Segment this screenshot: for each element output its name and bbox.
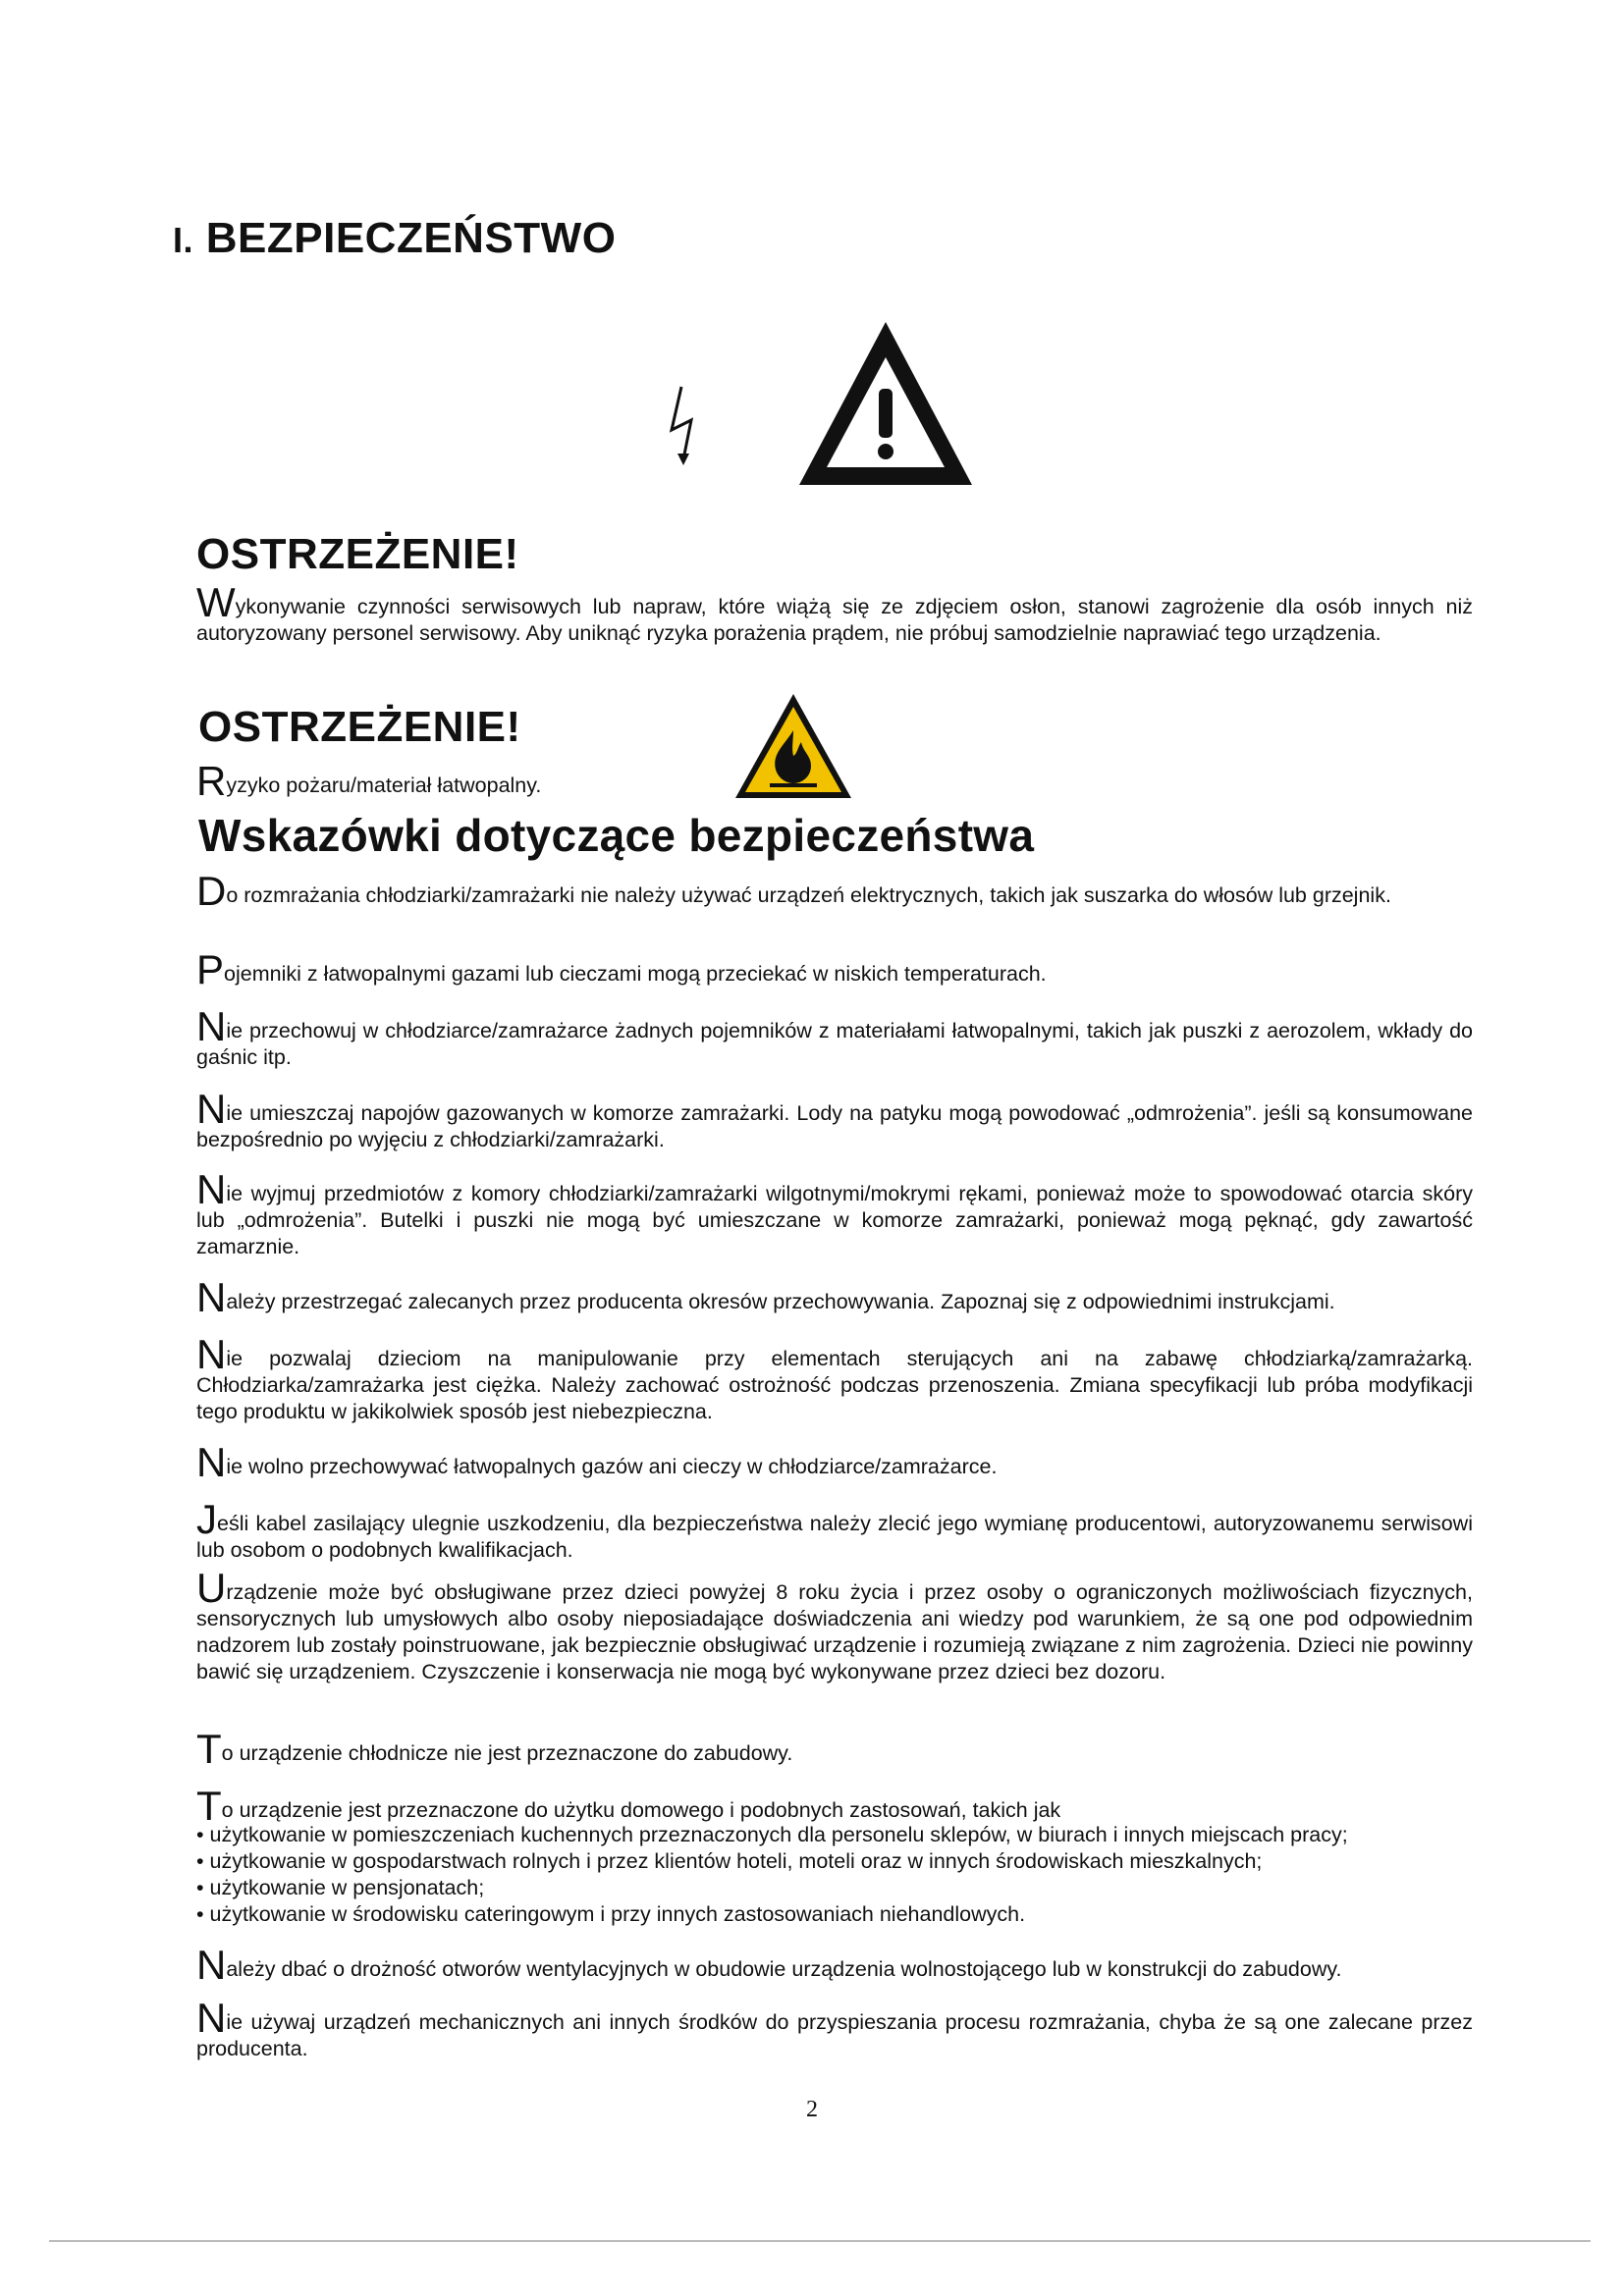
warning-body-2: yzyko pożaru/materiał łatwopalny. [226, 774, 542, 797]
warning-heading-1: OSTRZEŻENIE! [196, 530, 519, 578]
tip-text: rządzenie może być obsługiwane przez dzieci powyżej 8 roku życia i przez osoby o ograniczonych możliwościach fizycznych, sensorycznych lub umysłowych albo osoby nieposiadające doświadczenia ani wiedzy pod warunkiem, że są one pod odpowiednim nadzorem lub zostały poinstruowane, jak bezpiecznie obsługiwać urządzenie i rozumieją związane z nim zagrożenia. Dzieci nie powinny bawić się urządzeniem. Czyszczenie i konserwacja nie mogą być wykonywane przez dzieci bez dozoru. [196, 1580, 1473, 1683]
tip-paragraph [196, 1565, 1473, 1685]
tip-text: o urządzenie jest przeznaczone do użytku domowego i podobnych zastosowań, takich jak [221, 1798, 1061, 1822]
tip-paragraph [196, 1166, 1473, 1260]
drop-cap: U [196, 1565, 227, 1611]
drop-cap: N [196, 1274, 227, 1320]
list-item: • użytkowanie w pomieszczeniach kuchennych przeznaczonych dla personelu sklepów, w biurach i innych miejscach pracy; [196, 1822, 1492, 1848]
bottom-rule [49, 2240, 1591, 2242]
tips-heading: Wskazówki dotyczące bezpieczeństwa [198, 810, 1035, 861]
tip-paragraph [196, 1439, 1473, 1485]
drop-cap: N [196, 1086, 227, 1132]
warning-body-1: ykonywanie czynności serwisowych lub napraw, które wiążą się ze zdjęciem osłon, stanowi zagrożenie dla osób innych niż autoryzowany personel serwisowy. Aby uniknąć ryzyka porażenia prądem, nie próbuj samodzielnie naprawiać tego urządzenia. [196, 595, 1473, 645]
tip-text: ie przechowuj w chłodziarce/zamrażarce żadnych pojemników z materiałami łatwopalnymi, takich jak puszki z aerozolem, wkłady do gaśnic itp. [196, 1019, 1473, 1069]
tip-paragraph [196, 1942, 1473, 1988]
drop-cap: N [196, 1166, 227, 1212]
tip-text: ależy przestrzegać zalecanych przez producenta okresów przechowywania. Zapoznaj się z odpowiednimi instrukcjami. [226, 1290, 1335, 1313]
drop-cap: N [196, 1003, 227, 1049]
section-number: I. [173, 220, 194, 260]
tip-paragraph [196, 1783, 1473, 1829]
page-number: 2 [806, 2097, 818, 2122]
tip-paragraph [196, 1086, 1473, 1153]
tip-paragraph [196, 946, 1473, 992]
section-title [173, 214, 616, 263]
drop-cap: P [196, 946, 225, 992]
usage-list [196, 1822, 1492, 1928]
tip-paragraph [196, 1331, 1473, 1425]
tip-text: ależy dbać o drożność otworów wentylacyjnych w obudowie urządzenia wolnostojącego lub w konstrukcji do zabudowy. [226, 1957, 1342, 1981]
drop-cap: N [196, 1995, 227, 2041]
tip-text: ie wyjmuj przedmiotów z komory chłodziarki/zamrażarki wilgotnymi/mokrymi rękami, ponieważ może to spowodować otarcia skóry lub „odmrożenia”. Butelki i puszki nie mogą być umieszczane w komorze zamrażarki, ponieważ mogą pęknąć, gdy zawartość zamarznie. [196, 1182, 1473, 1258]
list-item: • użytkowanie w środowisku cateringowym i przy innych zastosowaniach niehandlowych. [196, 1901, 1492, 1928]
electric-shock-icon [664, 383, 703, 467]
drop-cap: R [196, 758, 227, 804]
list-item: • użytkowanie w gospodarstwach rolnych i przez klientów hoteli, moteli oraz w innych środowiskach mieszkalnych; [196, 1848, 1492, 1875]
tip-paragraph [196, 1274, 1473, 1320]
tip-text: ojemniki z łatwopalnymi gazami lub cieczami mogą przeciekać w niskich temperaturach. [224, 962, 1047, 986]
drop-cap: N [196, 1942, 227, 1988]
warning-text-2 [196, 758, 1473, 804]
tip-paragraph [196, 1496, 1473, 1564]
tip-text: ie umieszczaj napojów gazowanych w komorze zamrażarki. Lody na patyku mogą powodować „odmrożenia”. jeśli są konsumowane bezpośrednio po wyjęciu z chłodziarki/zamrażarki. [196, 1101, 1473, 1151]
tip-paragraph [196, 1003, 1473, 1071]
tip-text: ie pozwalaj dzieciom na manipulowanie przy elementach sterujących ani na zabawę chłodziarką/zamrażarką. Chłodziarka/zamrażarka jest ciężka. Należy zachować ostrożność podczas przenoszenia. Zmiana specyfikacji lub próba modyfikacji tego produktu w jakikolwiek sposób jest niebezpieczna. [196, 1347, 1473, 1423]
warning-heading-2: OSTRZEŻENIE! [198, 703, 521, 751]
tip-text: eśli kabel zasilający ulegnie uszkodzeniu, dla bezpieczeństwa należy zlecić jego wymianę producentowi, autoryzowanemu serwisowi lub osobom o podobnych kwalifikacjach. [196, 1512, 1473, 1562]
tip-text: ie używaj urządzeń mechanicznych ani innych środków do przyspieszania procesu rozmrażania, chyba że są one zalecane przez producenta. [196, 2010, 1473, 2060]
tip-text: o urządzenie chłodnicze nie jest przeznaczone do zabudowy. [221, 1741, 793, 1765]
tip-paragraph [196, 1995, 1473, 2062]
tip-paragraph [196, 868, 1473, 914]
drop-cap: W [196, 579, 236, 625]
drop-cap: J [196, 1496, 217, 1542]
section-title-text: BEZPIECZEŃSTWO [205, 214, 617, 262]
drop-cap: N [196, 1331, 227, 1377]
warning-triangle-icon [795, 318, 976, 489]
drop-cap: N [196, 1439, 227, 1485]
tip-text: o rozmrażania chłodziarki/zamrażarki nie należy używać urządzeń elektrycznych, takich jak suszarka do włosów lub grzejnik. [226, 883, 1391, 907]
drop-cap: D [196, 868, 227, 914]
tip-paragraph [196, 1726, 1473, 1772]
drop-cap: T [196, 1726, 222, 1772]
drop-cap: T [196, 1783, 222, 1829]
warning-text-1 [196, 579, 1473, 647]
tip-text: ie wolno przechowywać łatwopalnych gazów ani cieczy w chłodziarce/zamrażarce. [226, 1455, 998, 1478]
list-item: • użytkowanie w pensjonatach; [196, 1875, 1492, 1901]
